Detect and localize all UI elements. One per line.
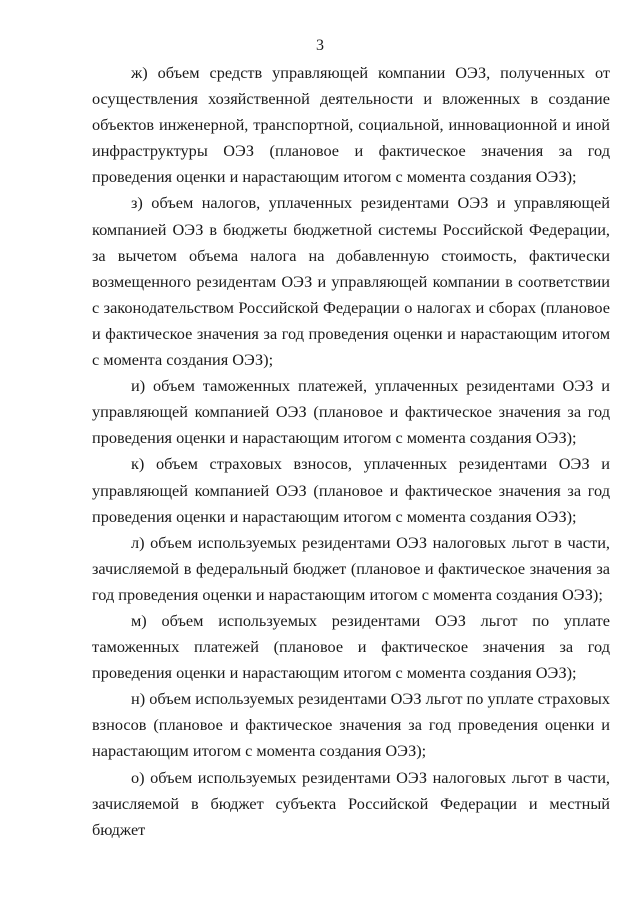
paragraph-i: и) объем таможенных платежей, уплаченных резидентами ОЭЗ и управляющей компанией ОЭЗ (плановое и фактическое значения за год проведения оценки и нарастающим итогом с момента создания ОЭЗ); — [92, 376, 610, 448]
paragraph-n: н) объем используемых резидентами ОЭЗ льгот по уплате страховых взносов (плановое и фактическое значения за год проведения оценки и нарастающим итогом с момента создания ОЭЗ); — [92, 689, 610, 761]
paragraph-m: м) объем используемых резидентами ОЭЗ льгот по уплате таможенных платежей (плановое и фактическое значения за год проведения оценки и нарастающим итогом с момента создания ОЭЗ); — [92, 610, 610, 683]
document-body — [92, 60, 610, 843]
paragraph-l: л) объем используемых резидентами ОЭЗ налоговых льгот в части, зачисляемой в федеральный бюджет (плановое и фактическое значения за год проведения оценки и нарастающим итогом с момента создания ОЭЗ); — [92, 532, 610, 604]
paragraph-k: к) объем страховых взносов, уплаченных резидентами ОЭЗ и управляющей компанией ОЭЗ (плановое и фактическое значения за год проведения оценки и нарастающим итогом с момента создания ОЭЗ); — [92, 454, 610, 526]
paragraph-zh: ж) объем средств управляющей компании ОЭЗ, полученных от осуществления хозяйственной деятельности и вложенных в создание объектов инженерной, транспортной, социальной, инновационной и иной инфраструктуры ОЭЗ (плановое и фактическое значения за год проведения оценки и нарастающим итогом с момента создания ОЭЗ); — [92, 63, 610, 187]
page-number: 3 — [316, 37, 324, 54]
paragraph-z: з) объем налогов, уплаченных резидентами ОЭЗ и управляющей компанией ОЭЗ в бюджеты бюджетной системы Российской Федерации, за вычетом объема налога на добавленную стоимость, фактически возмещенного резидентам ОЭЗ и управляющей компании в соответствии с законодательством Российской Федерации о налогах и сборах (плановое и фактическое значения за год проведения оценки и нарастающим итогом с момента создания ОЭЗ); — [92, 193, 610, 370]
paragraph-o: о) объем используемых резидентами ОЭЗ налоговых льгот в части, зачисляемой в бюджет субъекта Российской Федерации и местный бюджет — [92, 767, 610, 839]
